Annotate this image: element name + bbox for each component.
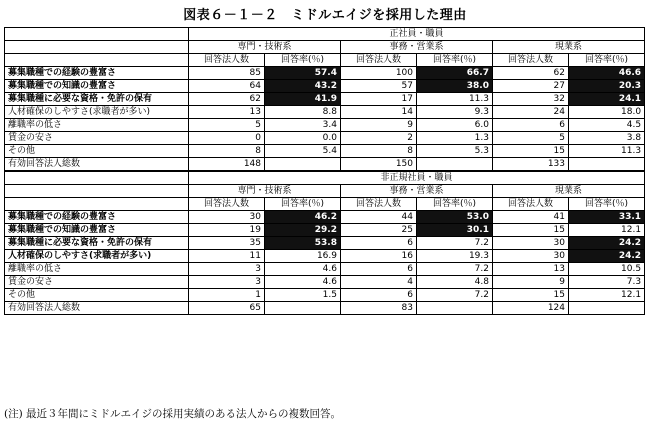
- row-label: 募集職種に必要な資格・免許の保有: [5, 93, 189, 106]
- corner-cell: [5, 41, 189, 54]
- rate-cell: 30.1: [417, 224, 493, 237]
- count-cell: 41: [493, 211, 569, 224]
- count-cell: 62: [189, 93, 265, 106]
- column-header-row: [5, 198, 645, 211]
- rate-cell: 1.5: [265, 289, 341, 302]
- rate-cell: 19.3: [417, 250, 493, 263]
- corner-cell: [5, 198, 189, 211]
- table-row: [5, 145, 645, 158]
- count-cell: 4: [341, 276, 417, 289]
- table-row: [5, 132, 645, 145]
- count-cell: 85: [189, 67, 265, 80]
- count-cell: 16: [341, 250, 417, 263]
- rate-cell: 57.4: [265, 67, 341, 80]
- total-count: 150: [341, 158, 417, 172]
- rate-cell: 7.3: [569, 276, 645, 289]
- total-count: 148: [189, 158, 265, 172]
- group-header-row: [5, 41, 645, 54]
- corner-cell: [5, 54, 189, 67]
- rate-cell: 12.1: [569, 289, 645, 302]
- column-header-row: [5, 54, 645, 67]
- row-label: 賃金の安さ: [5, 276, 189, 289]
- rate-cell: 3.4: [265, 119, 341, 132]
- rate-cell: 24.2: [569, 237, 645, 250]
- table-row: [5, 93, 645, 106]
- col-header-count: 回答法人数: [341, 198, 417, 211]
- count-cell: 2: [341, 132, 417, 145]
- group-header: 専門・技術系: [189, 185, 341, 198]
- count-cell: 25: [341, 224, 417, 237]
- row-label: 人材確保のしやすさ(求職者が多い): [5, 250, 189, 263]
- rate-cell: 24.2: [569, 250, 645, 263]
- group-header: 事務・営業系: [341, 185, 493, 198]
- count-cell: 30: [493, 237, 569, 250]
- total-count: 65: [189, 302, 265, 315]
- rate-cell: 5.3: [417, 145, 493, 158]
- total-count: 83: [341, 302, 417, 315]
- rate-cell: 3.8: [569, 132, 645, 145]
- count-cell: 11: [189, 250, 265, 263]
- total-count: 133: [493, 158, 569, 172]
- count-cell: 14: [341, 106, 417, 119]
- rate-cell: 38.0: [417, 80, 493, 93]
- col-header-count: 回答法人数: [341, 54, 417, 67]
- rate-cell: 1.3: [417, 132, 493, 145]
- row-label: 募集職種での知識の豊富さ: [5, 80, 189, 93]
- row-label: 賃金の安さ: [5, 132, 189, 145]
- total-count: 124: [493, 302, 569, 315]
- section-header-row: [5, 28, 645, 41]
- rate-cell: 7.2: [417, 289, 493, 302]
- table-row: [5, 289, 645, 302]
- row-label: 募集職種での知識の豊富さ: [5, 224, 189, 237]
- count-cell: 15: [493, 289, 569, 302]
- rate-cell: 4.5: [569, 119, 645, 132]
- rate-cell: 53.0: [417, 211, 493, 224]
- total-row: [5, 302, 645, 315]
- count-cell: 35: [189, 237, 265, 250]
- rate-cell: 6.0: [417, 119, 493, 132]
- rate-cell: 7.2: [417, 237, 493, 250]
- rate-cell: 66.7: [417, 67, 493, 80]
- rate-cell: 8.8: [265, 106, 341, 119]
- count-cell: 3: [189, 276, 265, 289]
- rate-cell: 41.9: [265, 93, 341, 106]
- row-label: 募集職種に必要な資格・免許の保有: [5, 237, 189, 250]
- count-cell: 13: [493, 263, 569, 276]
- count-cell: 19: [189, 224, 265, 237]
- count-cell: 5: [493, 132, 569, 145]
- rate-cell: 5.4: [265, 145, 341, 158]
- rate-cell: 18.0: [569, 106, 645, 119]
- table-row: [5, 237, 645, 250]
- rate-cell: 16.9: [265, 250, 341, 263]
- total-blank: [569, 158, 645, 172]
- count-cell: 9: [341, 119, 417, 132]
- table-row: [5, 263, 645, 276]
- col-header-rate: 回答率(％): [569, 54, 645, 67]
- corner-cell: [5, 28, 189, 41]
- count-cell: 15: [493, 145, 569, 158]
- count-cell: 27: [493, 80, 569, 93]
- table-row: [5, 80, 645, 93]
- total-blank: [569, 302, 645, 315]
- table-row: [5, 119, 645, 132]
- total-blank: [417, 158, 493, 172]
- count-cell: 6: [341, 237, 417, 250]
- table-row: [5, 67, 645, 80]
- col-header-rate: 回答率(％): [265, 198, 341, 211]
- count-cell: 6: [341, 263, 417, 276]
- corner-cell: [5, 171, 189, 185]
- rate-cell: 0.0: [265, 132, 341, 145]
- count-cell: 15: [493, 224, 569, 237]
- table-row: [5, 106, 645, 119]
- total-blank: [417, 302, 493, 315]
- row-label: 募集職種での経験の豊富さ: [5, 67, 189, 80]
- rate-cell: 7.2: [417, 263, 493, 276]
- count-cell: 6: [341, 289, 417, 302]
- count-cell: 100: [341, 67, 417, 80]
- row-label: 離職率の低さ: [5, 119, 189, 132]
- count-cell: 32: [493, 93, 569, 106]
- col-header-rate: 回答率(％): [417, 54, 493, 67]
- table-row: [5, 250, 645, 263]
- rate-cell: 43.2: [265, 80, 341, 93]
- row-label: 離職率の低さ: [5, 263, 189, 276]
- total-label: 有効回答法人総数: [5, 158, 189, 172]
- count-cell: 64: [189, 80, 265, 93]
- count-cell: 6: [493, 119, 569, 132]
- count-cell: 3: [189, 263, 265, 276]
- col-header-count: 回答法人数: [493, 198, 569, 211]
- rate-cell: 11.3: [569, 145, 645, 158]
- rate-cell: 4.8: [417, 276, 493, 289]
- corner-cell: [5, 185, 189, 198]
- group-header: 現業系: [493, 185, 645, 198]
- col-header-count: 回答法人数: [189, 198, 265, 211]
- rate-cell: 20.3: [569, 80, 645, 93]
- col-header-rate: 回答率(％): [569, 198, 645, 211]
- count-cell: 30: [493, 250, 569, 263]
- group-header: 専門・技術系: [189, 41, 341, 54]
- count-cell: 8: [189, 145, 265, 158]
- rate-cell: 46.2: [265, 211, 341, 224]
- row-label: 人材確保のしやすさ(求職者が多い): [5, 106, 189, 119]
- survey-table: [4, 27, 645, 315]
- table-row: [5, 224, 645, 237]
- row-label: 募集職種での経験の豊富さ: [5, 211, 189, 224]
- count-cell: 24: [493, 106, 569, 119]
- count-cell: 0: [189, 132, 265, 145]
- count-cell: 57: [341, 80, 417, 93]
- count-cell: 13: [189, 106, 265, 119]
- survey-table-body: [5, 28, 645, 315]
- col-header-count: 回答法人数: [493, 54, 569, 67]
- count-cell: 9: [493, 276, 569, 289]
- rate-cell: 29.2: [265, 224, 341, 237]
- group-header: 現業系: [493, 41, 645, 54]
- count-cell: 8: [341, 145, 417, 158]
- col-header-rate: 回答率(％): [265, 54, 341, 67]
- table-row: [5, 211, 645, 224]
- rate-cell: 24.1: [569, 93, 645, 106]
- table-row: [5, 276, 645, 289]
- footnote: (注) 最近３年間にミドルエイジの採用実績のある法人からの複数回答。: [4, 408, 342, 420]
- count-cell: 17: [341, 93, 417, 106]
- rate-cell: 46.6: [569, 67, 645, 80]
- count-cell: 62: [493, 67, 569, 80]
- rate-cell: 12.1: [569, 224, 645, 237]
- rate-cell: 4.6: [265, 263, 341, 276]
- rate-cell: 4.6: [265, 276, 341, 289]
- total-label: 有効回答法人総数: [5, 302, 189, 315]
- group-header-row: [5, 185, 645, 198]
- col-header-rate: 回答率(％): [417, 198, 493, 211]
- section-header-row: [5, 171, 645, 185]
- count-cell: 1: [189, 289, 265, 302]
- group-header: 事務・営業系: [341, 41, 493, 54]
- page-title: 図表６－１－２ ミドルエイジを採用した理由: [183, 8, 467, 23]
- rate-cell: 33.1: [569, 211, 645, 224]
- rate-cell: 53.8: [265, 237, 341, 250]
- row-label: その他: [5, 145, 189, 158]
- total-blank: [265, 302, 341, 315]
- rate-cell: 11.3: [417, 93, 493, 106]
- section-title: 正社員・職員: [189, 28, 645, 41]
- rate-cell: 9.3: [417, 106, 493, 119]
- count-cell: 44: [341, 211, 417, 224]
- total-blank: [265, 158, 341, 172]
- count-cell: 30: [189, 211, 265, 224]
- count-cell: 5: [189, 119, 265, 132]
- total-row: [5, 158, 645, 172]
- rate-cell: 10.5: [569, 263, 645, 276]
- section-title: 非正規社員・職員: [189, 171, 645, 185]
- col-header-count: 回答法人数: [189, 54, 265, 67]
- row-label: その他: [5, 289, 189, 302]
